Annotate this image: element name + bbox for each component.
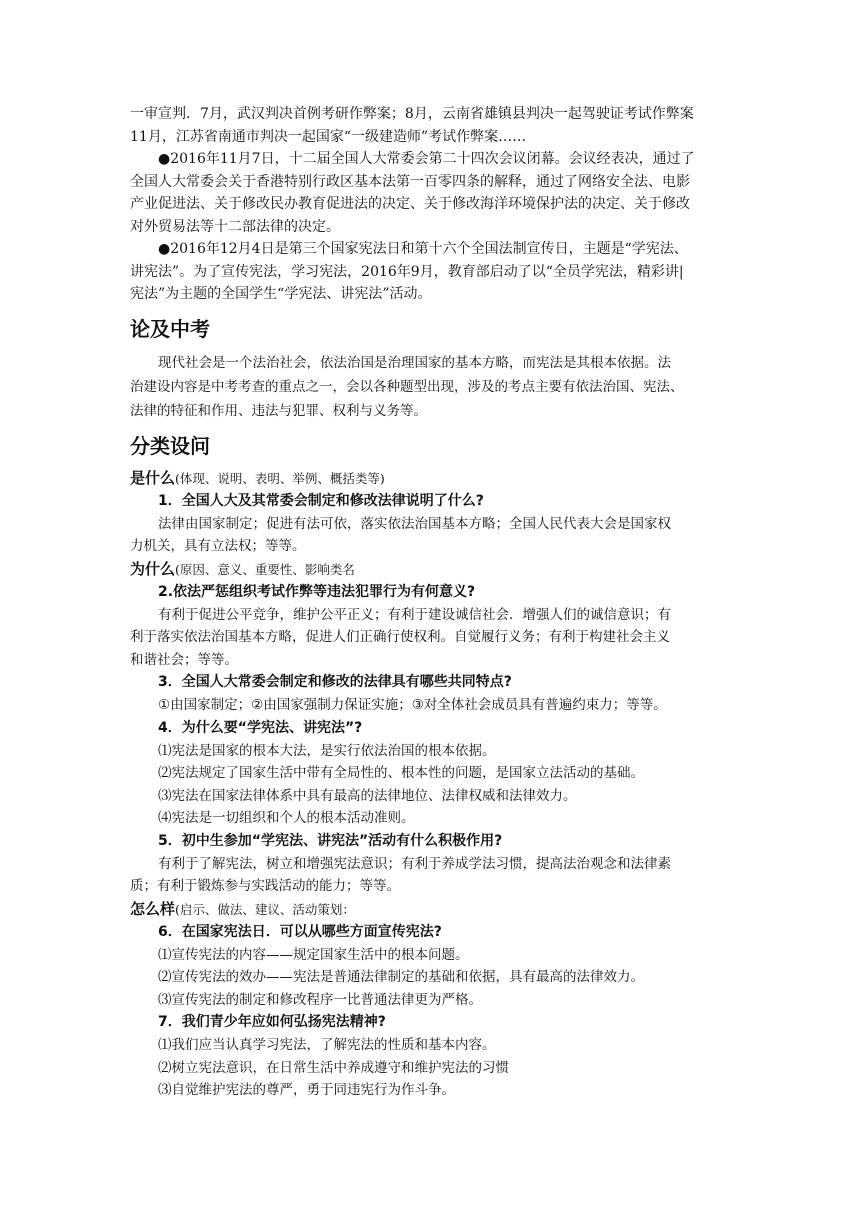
text-line: ●2016年11月7日，十二届全国人大常委会第二十四次会议闭幕。会议经表决，通过了	[158, 151, 695, 167]
text-line: ●2016年12月4日是第三个国家宪法日和第十六个全国法制宣传日，主题是“学宪法、	[158, 241, 688, 257]
text-line: 11月，江苏省南通市判决一起国家“一级建造师”考试作弊案……	[130, 128, 527, 145]
answer-6-point: ⑶宣传宪法的制定和修改程序一比普通法律更为严格。	[158, 991, 482, 1008]
news-paragraph-3	[130, 238, 730, 306]
category-title: 是什么	[130, 468, 176, 487]
answer-4-point: ⑷宪法是一切组织和个人的根本活动准则。	[158, 810, 415, 826]
answer-7-point: ⑵树立宪法意识，在日常生活中养成遵守和维护宪法的习惯	[158, 1059, 509, 1076]
answer-4-point: ⑴宪法是国家的根本大法，是实行依法治国的根本依据。	[158, 742, 496, 759]
category-note: (原因、意义、重要性、影响类名	[175, 561, 355, 577]
question-4: 4．为什么要“学宪法、讲宪法”?	[158, 719, 363, 736]
answer-5	[130, 853, 730, 898]
document-content	[130, 103, 730, 1102]
text-line: 一审宣判．7月，武汉判决首例考研作弊案；8月，云南省雄镇县判决一起驾驶证考试作弊案	[130, 106, 694, 122]
category-what	[130, 467, 730, 490]
category-why	[130, 558, 730, 581]
section-heading-exam: 论及中考	[130, 316, 210, 341]
text-line: 和谐社会；等等。	[130, 651, 238, 668]
answer-6-point: ⑴宣传宪法的内容——规定国家生活中的根本问题。	[158, 946, 469, 963]
text-line: 对外贸易法等十二部法律的决定。	[130, 218, 340, 235]
answer-1	[130, 513, 730, 558]
question-2: 2.依法严惩组织考试作弊等违法犯罪行为有何意义?	[158, 583, 476, 600]
text-line: 法律的特征和作用、违法与犯罪、权利与义务等。	[130, 402, 427, 419]
answer-7-point: ⑶自觉维护宪法的尊严，勇于同违宪行为作斗争。	[158, 1082, 455, 1098]
question-6: 6．在国家宪法日．可以从哪些方面宣传宪法?	[158, 923, 442, 940]
text-line: 讲宪法”。为了宣传宪法，学习宪法，2016年9月，教育部启动了以“全员学宪法，精彩讲|	[130, 263, 684, 280]
question-3: 3．全国人大常委会制定和修改的法律具有哪些共同特点?	[158, 674, 512, 690]
text-line: 力机关，具有立法权；等等。	[130, 538, 306, 554]
category-title: 怎么样	[130, 899, 176, 918]
answer-3: ①由国家制定；②由国家强制力保证实施；③对全体社会成员具有普遍约束力；等等。	[158, 697, 667, 713]
category-how	[130, 898, 730, 921]
question-5: 5．初中生参加“学宪法、讲宪法”活动有什么积极作用?	[158, 832, 503, 849]
text-line: 有利于了解宪法，树立和增强宪法意识；有利于养成学法习惯，提高法治观念和法律素	[158, 855, 671, 872]
text-line: 产业促进法、关于修改民办教育促进法的决定、关于修改海洋环境保护法的决定、关于修改	[130, 196, 690, 212]
text-line: 治建设内容是中考考查的重点之一，会以各种题型出现，涉及的考点主要有依法治国、宪法、	[130, 378, 684, 395]
category-note: (启示、做法、建议、活动策划：	[175, 901, 355, 917]
news-paragraph-2	[130, 148, 730, 238]
category-note: (体现、说明、表明、举例、概括类等)	[175, 470, 385, 486]
category-title: 为什么	[130, 559, 176, 578]
text-line: 宪法”为主题的全国学生“学宪法、讲宪法”活动。	[130, 286, 432, 302]
question-7: 7．我们青少年应如何弘扬宪法精神?	[158, 1014, 386, 1030]
question-1: 1．全国人大及其常委会制定和修改法律说明了什么?	[158, 492, 484, 509]
text-line: 全国人大常委会关于香港特别行政区基本法第一百零四条的解释，通过了网络安全法、电影	[130, 173, 690, 190]
exam-paragraph	[130, 351, 730, 423]
text-line: 现代社会是一个法治社会，依法治国是治理国家的基本方略，而宪法是其根本依据。法	[158, 354, 671, 371]
section-heading-questions: 分类设问	[130, 433, 210, 458]
answer-4-point: ⑶宪法在国家法律体系中具有最高的法律地位、法律权威和法律效力。	[158, 787, 577, 804]
text-line: 有利于促进公平竞争，维护公平正义；有利于建设诚信社会．增强人们的诚信意识；有	[158, 606, 671, 623]
answer-7-point: ⑴我们应当认真学习宪法，了解宪法的性质和基本内容。	[158, 1037, 496, 1053]
text-line: 利于落实依法治国基本方略，促进人们正确行使权利。自觉履行义务；有利于构建社会主义	[130, 629, 670, 645]
text-line: 法律由国家制定；促进有法可依，落实依法治国基本方略；全国人民代表大会是国家权	[158, 515, 671, 532]
answer-4-point: ⑵宪法规定了国家生活中带有全局性的、根本性的问题，是国家立法活动的基础。	[158, 765, 644, 781]
news-paragraph-1	[130, 103, 730, 148]
text-line: 质；有利于锻炼参与实践活动的能力；等等。	[130, 878, 400, 894]
answer-6-point: ⑵宣传宪法的效办——宪法是普通法律制定的基础和依据，具有最高的法律效力。	[158, 969, 644, 985]
answer-2	[130, 604, 730, 672]
